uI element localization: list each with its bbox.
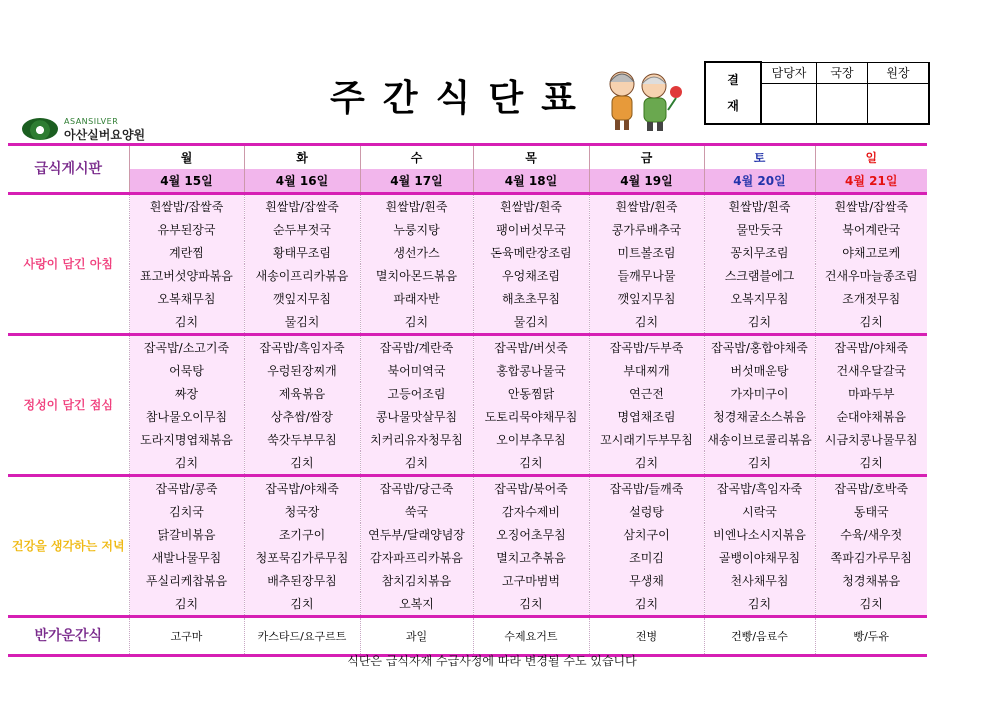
meal-row	[8, 335, 927, 360]
menu-item: 잡곡밥/당근죽	[360, 476, 473, 501]
snack-item: 카스타드/요구르트	[244, 617, 360, 656]
menu-item: 순두부젓국	[244, 218, 360, 241]
menu-item: 안동찜닭	[473, 382, 589, 405]
menu-item: 잡곡밥/흑임자죽	[244, 335, 360, 360]
logo-name: 아산실버요양원	[64, 128, 146, 142]
day-header: 금	[589, 145, 704, 170]
menu-item: 해초초무침	[473, 287, 589, 310]
menu-item: 김치	[473, 451, 589, 476]
menu-item: 삼치구이	[589, 523, 704, 546]
menu-item: 건새우마늘종조림	[815, 264, 927, 287]
menu-item: 참치김치볶음	[360, 569, 473, 592]
menu-item: 잡곡밥/두부죽	[589, 335, 704, 360]
menu-item: 콩나물맛살무침	[360, 405, 473, 428]
date-cell: 4월 17일	[360, 169, 473, 194]
approval-label-bottom: 재	[727, 99, 739, 113]
meal-section-label: 정성이 담긴 점심	[8, 335, 129, 476]
menu-item: 잡곡밥/버섯죽	[473, 335, 589, 360]
menu-item: 꽁치무조림	[704, 241, 815, 264]
menu-item: 흰쌀밥/흰죽	[589, 194, 704, 219]
facility-logo	[22, 114, 162, 142]
menu-item: 부대찌개	[589, 359, 704, 382]
meal-row	[8, 476, 927, 501]
menu-item: 북어계란국	[815, 218, 927, 241]
menu-item: 멸치고추볶음	[473, 546, 589, 569]
menu-item: 김치	[129, 592, 244, 617]
meal-row	[8, 310, 927, 335]
menu-item: 명엽채조림	[589, 405, 704, 428]
menu-item: 물김치	[244, 310, 360, 335]
day-header-row	[8, 145, 927, 170]
menu-item: 김치	[473, 592, 589, 617]
menu-item: 김치	[129, 310, 244, 335]
menu-item: 쑥국	[360, 500, 473, 523]
approval-sign-slot[interactable]	[868, 84, 930, 124]
date-cell: 4월 21일	[815, 169, 927, 194]
menu-item: 콩가루배추국	[589, 218, 704, 241]
menu-item: 계란찜	[129, 241, 244, 264]
menu-item: 도라지명엽채볶음	[129, 428, 244, 451]
menu-item: 흰쌀밥/잡쌀죽	[129, 194, 244, 219]
logo-subtitle: ASANSILVER	[64, 117, 119, 126]
menu-item: 표고버섯양파볶음	[129, 264, 244, 287]
approval-label-top: 결	[727, 73, 739, 87]
menu-item: 미트볼조림	[589, 241, 704, 264]
menu-item: 오징어초무침	[473, 523, 589, 546]
menu-item: 닭갈비볶음	[129, 523, 244, 546]
menu-item: 김치	[589, 310, 704, 335]
page-title: 주간식단표	[330, 78, 594, 119]
menu-item: 물만둣국	[704, 218, 815, 241]
menu-item: 순대야채볶음	[815, 405, 927, 428]
menu-item: 동태국	[815, 500, 927, 523]
footnote: 식단은 급식자재 수급사정에 따라 변경될 수도 있습니다	[347, 654, 637, 668]
menu-item: 치커리유자청무침	[360, 428, 473, 451]
menu-item: 김치	[129, 451, 244, 476]
menu-item: 김치국	[129, 500, 244, 523]
menu-item: 김치	[704, 451, 815, 476]
menu-item: 물김치	[473, 310, 589, 335]
menu-item: 흰쌀밥/흰죽	[473, 194, 589, 219]
menu-item: 배추된장무침	[244, 569, 360, 592]
menu-item: 청포묵김가루무침	[244, 546, 360, 569]
menu-item: 잡곡밥/흑임자죽	[704, 476, 815, 501]
menu-item: 쑥갓두부무침	[244, 428, 360, 451]
menu-item: 조개젓무침	[815, 287, 927, 310]
snack-item: 고구마	[129, 617, 244, 656]
day-header: 목	[473, 145, 589, 170]
meal-section-label: 건강을 생각하는 저녁	[8, 476, 129, 617]
menu-item: 비엔나소시지볶음	[704, 523, 815, 546]
menu-item: 김치	[589, 451, 704, 476]
elderly-couple-icon	[596, 66, 688, 132]
menu-item: 누룽지탕	[360, 218, 473, 241]
menu-item: 버섯매운탕	[704, 359, 815, 382]
menu-item: 오복채무침	[129, 287, 244, 310]
date-cell: 4월 20일	[704, 169, 815, 194]
menu-item: 흰쌀밥/흰죽	[360, 194, 473, 219]
meal-row	[8, 218, 927, 241]
meal-row	[8, 451, 927, 476]
menu-item: 김치	[815, 310, 927, 335]
menu-item: 흰쌀밥/잡쌀죽	[244, 194, 360, 219]
menu-item: 깻잎지무침	[589, 287, 704, 310]
snack-item: 수제요거트	[473, 617, 589, 656]
menu-item: 어묵탕	[129, 359, 244, 382]
snack-item: 건빵/음료수	[704, 617, 815, 656]
menu-item: 홍합콩나물국	[473, 359, 589, 382]
meal-row	[8, 264, 927, 287]
menu-item: 오복지	[360, 592, 473, 617]
date-cell: 4월 18일	[473, 169, 589, 194]
meal-row	[8, 523, 927, 546]
menu-item: 조기구이	[244, 523, 360, 546]
menu-item: 북어미역국	[360, 359, 473, 382]
menu-item: 잡곡밥/호박죽	[815, 476, 927, 501]
menu-item: 유부된장국	[129, 218, 244, 241]
meal-row	[8, 546, 927, 569]
meal-row	[8, 194, 927, 219]
date-row	[8, 169, 927, 194]
menu-item: 황태무조림	[244, 241, 360, 264]
menu-item: 야채고로케	[815, 241, 927, 264]
snack-item: 빵/두유	[815, 617, 927, 656]
day-header: 월	[129, 145, 244, 170]
day-header: 토	[704, 145, 815, 170]
menu-item: 고등어조림	[360, 382, 473, 405]
meal-row	[8, 500, 927, 523]
meal-row	[8, 359, 927, 382]
menu-item: 잡곡밥/야채죽	[244, 476, 360, 501]
snack-item: 전병	[589, 617, 704, 656]
meal-row	[8, 428, 927, 451]
menu-item: 수육/새우젓	[815, 523, 927, 546]
menu-item: 쪽파김가루무침	[815, 546, 927, 569]
menu-item: 골뱅이야채무침	[704, 546, 815, 569]
menu-item: 잡곡밥/소고기죽	[129, 335, 244, 360]
menu-item: 참나물오이무침	[129, 405, 244, 428]
date-cell: 4월 15일	[129, 169, 244, 194]
day-header: 화	[244, 145, 360, 170]
menu-item: 우엉채조림	[473, 264, 589, 287]
menu-item: 상추쌈/쌈장	[244, 405, 360, 428]
menu-item: 고구마범벅	[473, 569, 589, 592]
menu-item: 꼬시래기두부무침	[589, 428, 704, 451]
menu-item: 생선가스	[360, 241, 473, 264]
day-header: 일	[815, 145, 927, 170]
approval-sign-slot[interactable]	[761, 84, 817, 124]
menu-item: 시금치콩나물무침	[815, 428, 927, 451]
menu-item: 새송이프리카볶음	[244, 264, 360, 287]
menu-item: 잡곡밥/야채죽	[815, 335, 927, 360]
menu-item: 스크램블에그	[704, 264, 815, 287]
menu-item: 우렁된장찌개	[244, 359, 360, 382]
menu-item: 김치	[244, 592, 360, 617]
menu-item: 설렁탕	[589, 500, 704, 523]
menu-item: 잡곡밥/계란죽	[360, 335, 473, 360]
menu-item: 김치	[704, 310, 815, 335]
menu-item: 천사채무침	[704, 569, 815, 592]
menu-item: 시락국	[704, 500, 815, 523]
menu-item: 김치	[360, 310, 473, 335]
snack-row	[8, 617, 927, 656]
menu-item: 새송이브로콜리볶음	[704, 428, 815, 451]
meal-row	[8, 592, 927, 617]
meal-row	[8, 241, 927, 264]
approval-box	[704, 61, 930, 125]
menu-item: 김치	[704, 592, 815, 617]
menu-item: 잡곡밥/북어죽	[473, 476, 589, 501]
menu-item: 감자파프리카볶음	[360, 546, 473, 569]
menu-item: 들깨무나물	[589, 264, 704, 287]
approval-role: 담당자	[761, 62, 817, 84]
approval-role: 원장	[868, 62, 930, 84]
menu-item: 새발나물무침	[129, 546, 244, 569]
snack-label: 반가운간식	[8, 617, 129, 656]
menu-item: 잡곡밥/들깨죽	[589, 476, 704, 501]
menu-item: 흰쌀밥/잡쌀죽	[815, 194, 927, 219]
menu-item: 청경채굴소스볶음	[704, 405, 815, 428]
meal-row	[8, 287, 927, 310]
approval-sign-slot[interactable]	[817, 84, 868, 124]
menu-item: 오이부추무침	[473, 428, 589, 451]
menu-item: 김치	[360, 451, 473, 476]
day-header: 수	[360, 145, 473, 170]
weekly-menu-table	[8, 143, 927, 657]
approval-role: 국장	[817, 62, 868, 84]
menu-item: 건새우달갈국	[815, 359, 927, 382]
menu-item: 제육볶음	[244, 382, 360, 405]
menu-item: 도토리묵야채무침	[473, 405, 589, 428]
menu-item: 잡곡밥/콩죽	[129, 476, 244, 501]
menu-item: 김치	[244, 451, 360, 476]
meal-row	[8, 569, 927, 592]
board-label: 급식게시판	[8, 145, 129, 194]
menu-item: 깻잎지무침	[244, 287, 360, 310]
menu-item: 팽이버섯무국	[473, 218, 589, 241]
menu-item: 김치	[815, 592, 927, 617]
menu-item: 조미김	[589, 546, 704, 569]
menu-item: 연근전	[589, 382, 704, 405]
logo-emblem-icon	[22, 118, 58, 140]
snack-item: 과일	[360, 617, 473, 656]
date-cell: 4월 16일	[244, 169, 360, 194]
menu-item: 연두부/달래양념장	[360, 523, 473, 546]
menu-item: 멸치아몬드볶음	[360, 264, 473, 287]
menu-item: 파래자반	[360, 287, 473, 310]
menu-item: 푸실리케찹볶음	[129, 569, 244, 592]
menu-item: 감자수제비	[473, 500, 589, 523]
menu-item: 흰쌀밥/흰죽	[704, 194, 815, 219]
meal-row	[8, 382, 927, 405]
menu-item: 마파두부	[815, 382, 927, 405]
menu-item: 무생채	[589, 569, 704, 592]
menu-item: 짜장	[129, 382, 244, 405]
date-cell: 4월 19일	[589, 169, 704, 194]
menu-item: 김치	[589, 592, 704, 617]
menu-item: 가자미구이	[704, 382, 815, 405]
menu-item: 청국장	[244, 500, 360, 523]
menu-item: 청경채볶음	[815, 569, 927, 592]
menu-item: 오복지무침	[704, 287, 815, 310]
menu-item: 돈육메란장조림	[473, 241, 589, 264]
meal-row	[8, 405, 927, 428]
meal-section-label: 사랑이 담긴 아침	[8, 194, 129, 335]
menu-item: 김치	[815, 451, 927, 476]
menu-item: 잡곡밥/홍합야채죽	[704, 335, 815, 360]
